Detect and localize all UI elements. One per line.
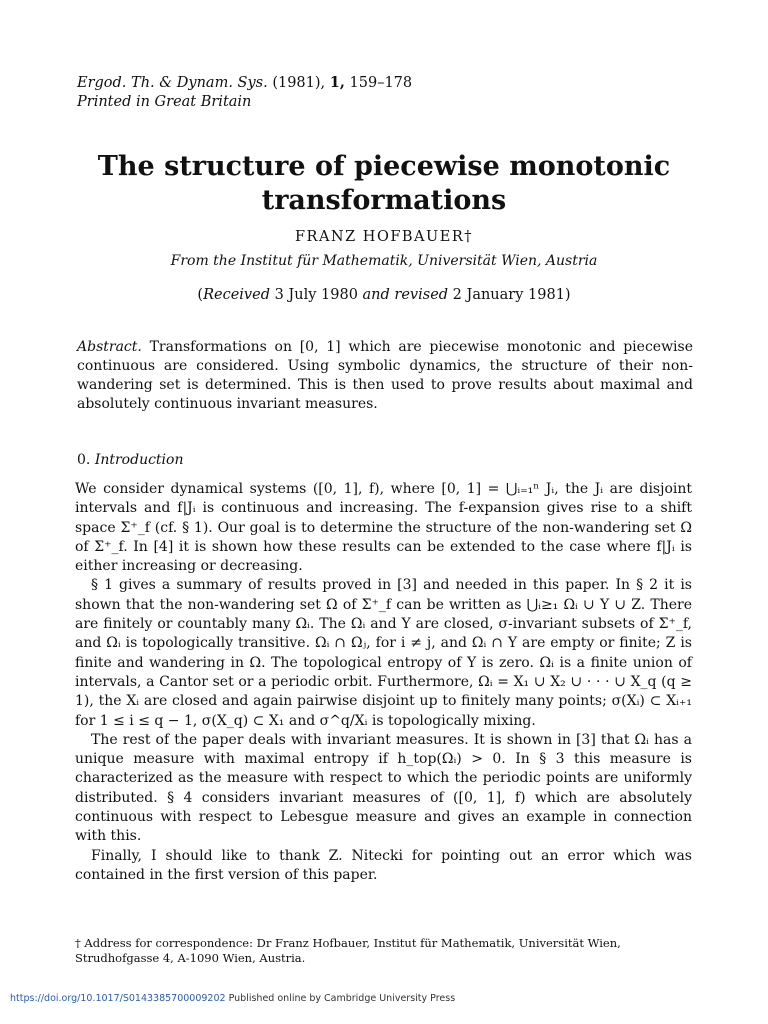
abstract (77, 338, 693, 414)
abstract-text: Transformations on [0, 1] which are piecewise monotonic and piecewise continuous are considered. Using symbolic dynamics, the structure of their non-wandering set is determined. This is then used to prove results about maximal and absolutely continuous invariant measures. (77, 339, 694, 412)
paragraph: The rest of the paper deals with invariant measures. It is shown in [3] that Ωᵢ has a unique measure with maximal entropy if h_top(Ωᵢ) > 0. In § 3 this measure is characterized as the measure with respect to which the periodic points are uniformly distributed. § 4 considers invariant measures of ([0, 1], f) which are absolutely continuous with respect to Lebesgue measure and gives an example in connection with this. (75, 731, 692, 845)
published-note: Published online by Cambridge University Press (228, 993, 456, 1004)
received-paren: ( (197, 287, 204, 303)
title-line-2: transformations (261, 185, 507, 216)
revised-label: and revised (362, 287, 449, 303)
journal-pages: 159–178 (349, 75, 413, 91)
abstract-label: Abstract. (77, 339, 142, 355)
paragraph: We consider dynamical systems ([0, 1], f), where [0, 1] = ⋃ᵢ₌₁ⁿ Jᵢ, the Jᵢ are disjoint intervals and f|Jᵢ is continuous and increasing. The f-expansion gives rise to a shift space Σ⁺_f (cf. § 1). Our goal is to determine the structure of the non-wandering set Ω of Σ⁺_f. In [4] it is shown how these results can be extended to the case where f|Jᵢ is either increasing or decreasing. (75, 481, 692, 575)
footnote: † Address for correspondence: Dr Franz Hofbauer, Institut für Mathematik, Universität Wien, Strudhofgasse 4, A-1090 Wien, Austria. (75, 936, 621, 965)
paragraph: Finally, I should like to thank Z. Nitecki for pointing out an error which was contained in the first version of this paper. (75, 847, 692, 883)
journal-year: (1981), (272, 75, 326, 91)
doi-line (10, 993, 455, 1004)
section-number: 0. (77, 452, 91, 468)
affiliation: From the Institut für Mathematik, Universität Wien, Austria (170, 253, 598, 269)
journal-volume: 1, (329, 74, 345, 91)
section-title: Introduction (94, 452, 184, 468)
received-label: Received (203, 287, 270, 303)
author-name: FRANZ HOFBAUER† (294, 229, 473, 245)
received-dates (0, 287, 768, 303)
received-date: 3 July 1980 (274, 287, 358, 303)
introduction-body (75, 480, 692, 885)
journal-name: Ergod. Th. & Dynam. Sys. (77, 75, 268, 91)
paper-title (0, 150, 768, 218)
doi-link[interactable]: https://doi.org/10.1017/S0143385700009202 (10, 993, 226, 1004)
paragraph: § 1 gives a summary of results proved in [3] and needed in this paper. In § 2 it is shown that the non-wandering set Ω of Σ⁺_f can be written as ⋃ᵢ≥₁ Ωᵢ ∪ Y ∪ Z. There are finitely or countably many Ωᵢ. The Ωᵢ and Y are closed, σ-invariant subsets of Σ⁺_f, and Ωᵢ is topologically transitive. Ωᵢ ∩ Ωⱼ, for i ≠ j, and Ωᵢ ∩ Y are empty or finite; Z is finite and wandering in Ω. The topological entropy of Y is zero. Ωᵢ is a finite union of intervals, a Cantor set or a periodic orbit. Furthermore, Ωᵢ = X₁ ∪ X₂ ∪ · · · ∪ X_q (q ≥ 1), the Xᵢ are closed and again pairwise disjoint up to finitely many points; σ(Xᵢ) ⊂ Xᵢ₊₁ for 1 ≤ i ≤ q − 1, σ(X_q) ⊂ X₁ and σ^q/Xᵢ is topologically mixing. (75, 577, 692, 729)
title-line-1: The structure of piecewise monotonic (97, 151, 671, 182)
revised-date: 2 January 1981) (452, 287, 571, 303)
journal-citation (77, 73, 412, 112)
section-heading (77, 452, 183, 468)
printed-note: Printed in Great Britain (77, 94, 252, 110)
